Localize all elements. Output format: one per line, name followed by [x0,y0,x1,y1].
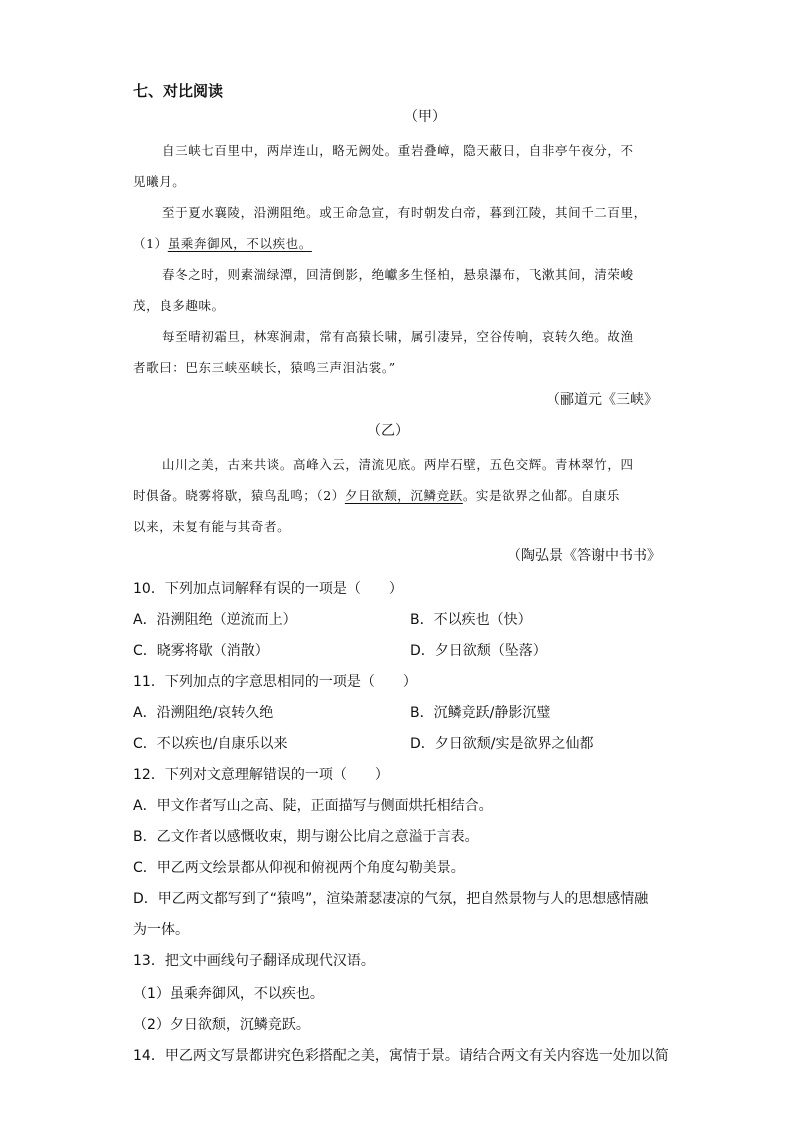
question-11-option-a: A．沿溯阻绝/哀转久绝 [133,705,274,721]
passage-b-label: （乙） [367,423,409,439]
question-13-stem: 13．把文中画线句子翻译成现代汉语。 [133,953,375,969]
passage-b-line1: 山川之美，古来共谈。高峰入云，清流见底。两岸石壁，五色交辉。青林翠竹，四 [162,457,634,472]
passage-a-p4-line1: 每至晴初霜旦，林寒涧肃，常有高猿长啸，属引凄异，空谷传响，哀转久绝。故渔 [162,329,634,344]
passage-a-label: （甲） [404,109,446,125]
passage-b-line2-suffix: 。实是欲界之仙都。自康乐 [462,488,621,503]
question-12-option-c: C．甲乙两文绘景都从仰视和俯视两个角度勾勒美景。 [133,860,465,876]
passage-a-p2-line2 [133,234,312,252]
question-12-option-a: A．甲文作者写山之高、陡，正面描写与侧面烘托相结合。 [133,798,493,814]
question-10-option-d: D．夕日欲颓（坠落） [410,643,547,659]
passage-a-p1-line2: 见曦月。 [133,174,186,189]
question-13-sentence-2: （2）夕日欲颓，沉鳞竞跃。 [133,1017,310,1033]
passage-a-source: （郦道元《三峡》 [546,392,658,408]
question-10-option-a: A．沿溯阻绝（逆流而上） [133,612,297,628]
passage-a-p2-line1: 至于夏水襄陵，沿溯阻绝。或王命急宣，有时朝发白帝，暮到江陵，其间千二百里， [162,205,647,220]
underlined-sentence-2: 夕日欲颓，沉鳞竞跃 [344,488,463,503]
question-13-sentence-1: （1）虽乘奔御风，不以疾也。 [133,986,324,1002]
passage-a-p3-line1: 春冬之时，则素湍绿潭，回清倒影，绝巘多生怪柏，悬泉瀑布，飞漱其间，清荣峻 [162,267,634,282]
question-12-option-b: B．乙文作者以感慨收束，期与谢公比肩之意溢于言表。 [133,829,479,845]
sentence-number-1: （1） [133,236,168,251]
passage-a-p4-line2: 者歌曰：巴东三峡巫峡长，猿鸣三声泪沾裳。” [133,360,396,375]
question-10-stem: 10．下列加点词解释有误的一项是（ ） [133,581,403,597]
passage-b-line3: 以来，未复有能与其奇者。 [133,519,291,534]
question-10-option-b: B．不以疾也（快） [410,612,532,628]
passage-b-source: （陶弘景《答谢中书书》 [507,548,661,564]
question-10-option-c: C．晓雾将歇（消散） [133,643,269,659]
question-11-stem: 11．下列加点的字意思相同的一项是（ ） [133,674,417,690]
passage-a-p3-line2: 茂，良多趣味。 [133,298,225,313]
passage-b-line2-prefix: 时俱备。晓雾将歇，猿鸟乱鸣；（2） [133,488,345,503]
section-title: 七、对比阅读 [133,82,224,100]
passage-b-line2 [133,486,620,504]
question-11-option-d: D．夕日欲颓/实是欲界之仙都 [410,736,594,752]
question-14-stem: 14．甲乙两文写景都讲究色彩搭配之美，寓情于景。请结合两文有关内容选一处加以简 [133,1048,669,1064]
question-12-stem: 12．下列对文意理解错误的一项（ ） [133,767,389,783]
question-12-option-d-line2: 为一体。 [133,922,189,938]
question-11-option-c: C．不以疾也/自康乐以来 [133,736,288,752]
question-11-option-b: B．沉鳞竞跃/静影沉璧 [410,705,551,721]
underlined-sentence-1: 虽乘奔御风，不以疾也。 [167,236,312,251]
passage-a-p1-line1: 自三峡七百里中，两岸连山，略无阙处。重岩叠嶂，隐天蔽日，自非亭午夜分，不 [162,143,634,158]
question-12-option-d-line1: D．甲乙两文都写到了“猿鸣”，渲染萧瑟凄凉的气氛，把自然景物与人的思想感情融 [133,891,649,907]
